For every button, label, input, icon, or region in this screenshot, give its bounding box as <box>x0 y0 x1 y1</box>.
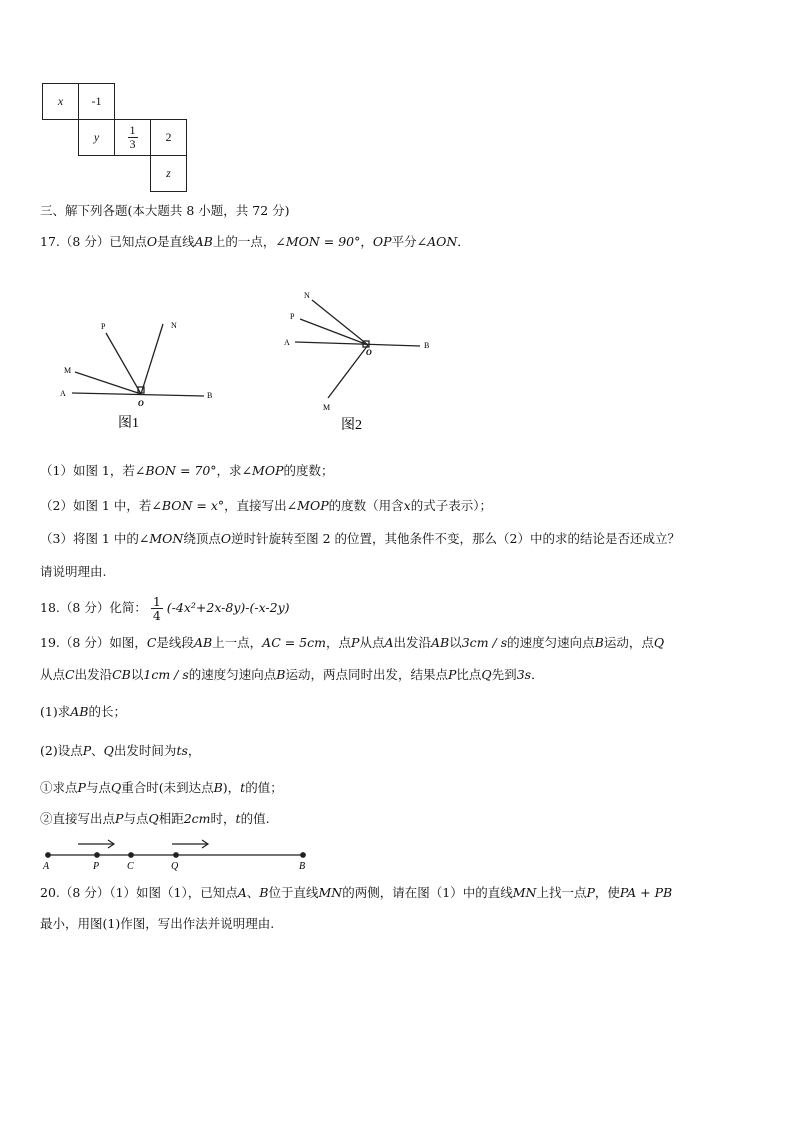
fig1-label-b: B <box>207 391 213 400</box>
section-heading: 三、解下列各题(本大题共 8 小题，共 72 分) <box>40 203 290 218</box>
q19-label-c: C <box>127 861 134 872</box>
q19-point-q <box>174 853 179 858</box>
q19-stem-line1: 19.（8 分）如图，C是线段AB上一点，AC = 5cm，点P从点A出发沿AB以3cm / s的速度匀速向点B运动，点Q <box>40 635 665 650</box>
cube-net-cell-z: z <box>150 155 187 192</box>
fig2-label-m: M <box>323 403 331 412</box>
q17-part-3: （3）将图 1 中的∠MON绕顶点O逆时针旋转至图 2 的位置，其他条件不变，那么（2）中的求的结论是否还成立？ <box>40 531 680 546</box>
fig2-label-b: B <box>424 341 430 350</box>
cube-net-cell-y: y <box>78 119 115 156</box>
fig1-label-m: M <box>64 366 72 375</box>
fig1-ray-op <box>106 333 141 394</box>
q19-point-b <box>301 853 306 858</box>
fig1-label-a: A <box>60 389 66 398</box>
q19-case-2: ②直接写出点P与点Q相距2cm时，t的值. <box>40 811 270 826</box>
fig2-ray-op <box>300 319 368 345</box>
q17-part-1: （1）如图 1，若∠BON = 70°，求∠MOP的度数； <box>40 463 334 478</box>
fig2-ray-on <box>312 300 368 345</box>
fig1-label-p: P <box>101 322 106 331</box>
fraction-one-third: $\frac{1}{3}$ <box>129 123 136 151</box>
cube-net-cell-x: x <box>42 83 79 120</box>
q19-sub-1: (1)求AB的长； <box>40 704 126 719</box>
fig1-ray-om <box>75 372 141 394</box>
fig1-label-o: O <box>138 399 144 408</box>
fig2-label-n: N <box>304 291 310 300</box>
q19-stem-line2: 从点C出发沿CB以1cm / s的速度匀速向点B运动，两点同时出发，结果点P比点Q先到3s． <box>40 667 544 682</box>
fig2-label-p: P <box>290 312 295 321</box>
q19-sub-2: (2)设点P、Q出发时间为ts， <box>40 743 201 758</box>
q19-case-1: ①求点P与点Q重合时(未到达点B)，t的值； <box>40 780 283 795</box>
fig2-caption: 图2 <box>341 418 362 433</box>
q19-label-b: B <box>299 861 306 872</box>
q20-stem-line1: 20.（8 分）（1）如图（1），已知点A、B位于直线MN的两侧，请在图（1）中的直线MN上找一点P，使PA + PB <box>40 885 673 900</box>
fig2-label-a: A <box>284 338 290 347</box>
fig1-caption: 图1 <box>118 416 139 431</box>
q19-point-p <box>95 853 100 858</box>
q19-point-c <box>129 853 134 858</box>
q17-part-3-cont: 请说明理由. <box>40 564 107 579</box>
q19-label-p: P <box>93 861 100 872</box>
cube-net-cell-two: 2 <box>150 119 187 156</box>
fig2-ray-om <box>328 345 368 398</box>
fig2-label-o: O <box>366 348 372 357</box>
q17-stem: 17.（8 分）已知点O是直线AB上的一点，∠MON = 90°，OP平分∠AON． <box>40 234 470 249</box>
q17-part-2: （2）如图 1 中，若∠BON = x°，直接写出∠MOP的度数（用含x的式子表示）； <box>40 498 492 513</box>
fig2-line-ab <box>295 342 420 346</box>
q19-label-a: A <box>43 861 50 872</box>
fig1-label-n: N <box>171 321 177 330</box>
q19-point-a <box>46 853 51 858</box>
fig1-ray-on <box>141 324 163 394</box>
q18-stem: 18. （8 分） 化简： $\frac{1}{4}$ (-4x²+2x-8y)-(-x-2y) <box>40 593 290 623</box>
q19-label-q: Q <box>171 861 179 872</box>
q20-stem-line2: 最小，用图(1)作图，写出作法并说明理由. <box>40 916 275 931</box>
q18-fraction: $\frac{1}{4}$ <box>152 593 161 623</box>
cube-net-cell-neg1: -1 <box>78 83 115 120</box>
